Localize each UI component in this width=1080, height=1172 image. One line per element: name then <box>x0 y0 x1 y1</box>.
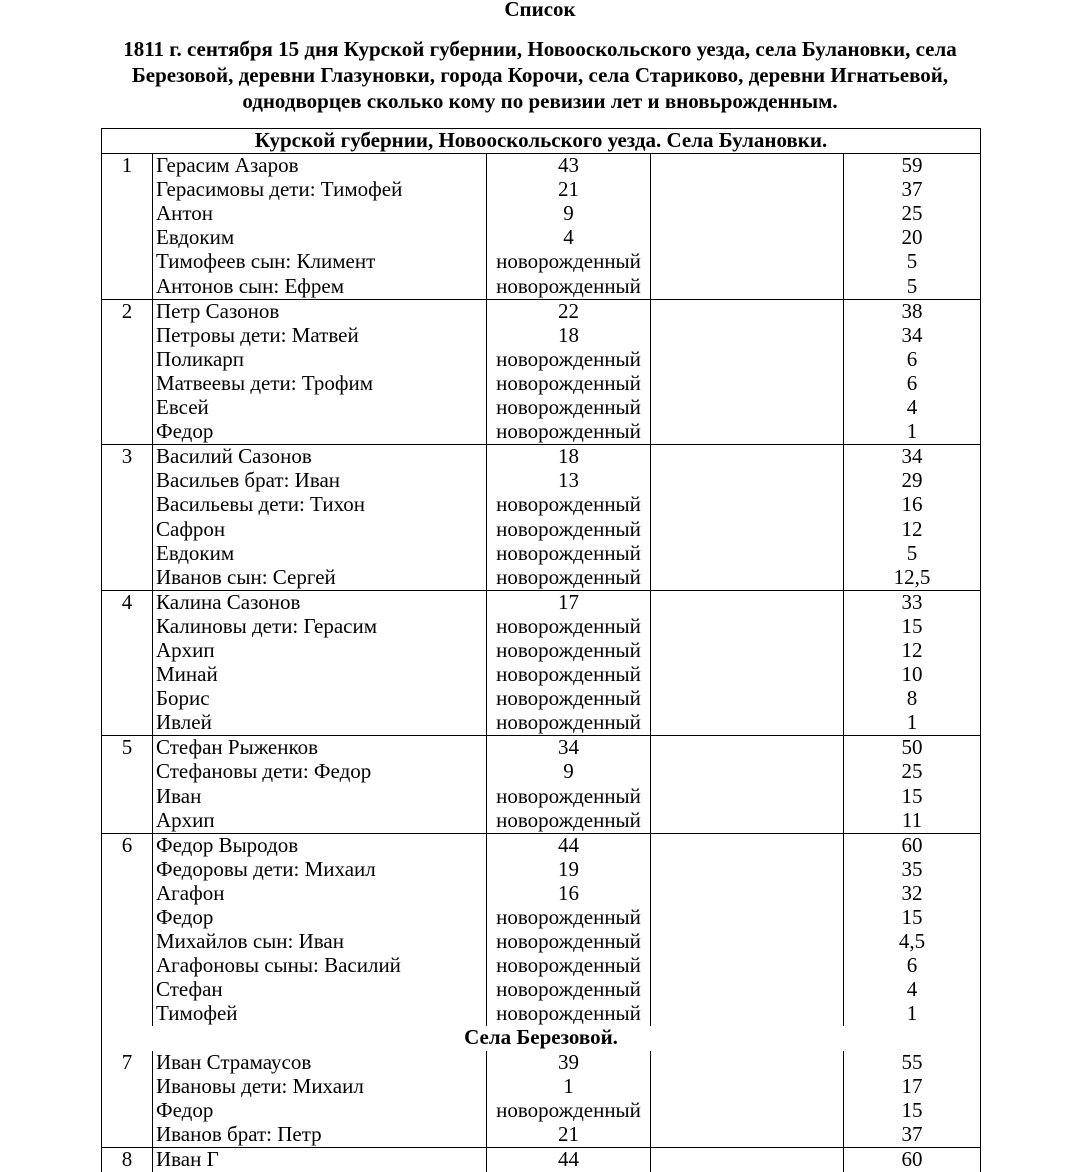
table-row <box>102 1147 981 1172</box>
family-number-cell <box>102 663 153 687</box>
empty-cell <box>651 1002 844 1026</box>
family-number-cell <box>102 542 153 566</box>
family-number-cell <box>102 687 153 711</box>
current-age-cell: 1 <box>844 420 981 445</box>
empty-cell <box>651 785 844 809</box>
empty-cell <box>651 420 844 445</box>
revision-age-cell: новорожденный <box>487 615 651 639</box>
family-number-cell <box>102 1002 153 1026</box>
person-name-cell: Петровы дети: Матвей <box>153 324 487 348</box>
person-name-cell: Васильевы дети: Тихон <box>153 493 487 517</box>
current-age-cell: 33 <box>844 590 981 615</box>
current-age-cell: 17 <box>844 1075 981 1099</box>
person-name-cell: Федор Выродов <box>153 833 487 858</box>
empty-cell <box>651 299 844 324</box>
revision-age-cell: 43 <box>487 154 651 179</box>
person-name-cell: Василий Сазонов <box>153 445 487 470</box>
current-age-cell: 16 <box>844 493 981 517</box>
person-name-cell: Калиновы дети: Герасим <box>153 615 487 639</box>
revision-age-cell: 21 <box>487 1123 651 1148</box>
table-row <box>102 785 981 809</box>
family-number-cell <box>102 954 153 978</box>
revision-age-cell: 21 <box>487 178 651 202</box>
table-row <box>102 687 981 711</box>
table-row <box>102 954 981 978</box>
current-age-cell: 15 <box>844 1099 981 1123</box>
current-age-cell: 11 <box>844 809 981 834</box>
table-row <box>102 615 981 639</box>
table-row <box>102 396 981 420</box>
family-number-cell <box>102 275 153 300</box>
current-age-cell: 10 <box>844 663 981 687</box>
person-name-cell: Федор <box>153 420 487 445</box>
document-title: Список <box>0 0 1080 21</box>
family-number-cell <box>102 566 153 591</box>
revision-age-cell: новорожденный <box>487 542 651 566</box>
family-number-cell <box>102 882 153 906</box>
revision-age-cell: новорожденный <box>487 1099 651 1123</box>
empty-cell <box>651 250 844 274</box>
table-row <box>102 833 981 858</box>
family-number-cell <box>102 469 153 493</box>
empty-cell <box>651 226 844 250</box>
empty-cell <box>651 954 844 978</box>
family-number-cell: 5 <box>102 736 153 761</box>
table-row <box>102 1123 981 1148</box>
revision-age-cell: новорожденный <box>487 906 651 930</box>
section-heading-row <box>102 1026 981 1050</box>
empty-cell <box>651 1123 844 1148</box>
current-age-cell: 6 <box>844 348 981 372</box>
current-age-cell: 60 <box>844 1147 981 1172</box>
person-name-cell: Петр Сазонов <box>153 299 487 324</box>
table-row <box>102 154 981 179</box>
family-number-cell <box>102 493 153 517</box>
current-age-cell: 25 <box>844 760 981 784</box>
table-row <box>102 663 981 687</box>
table-row <box>102 1002 981 1026</box>
person-name-cell: Архип <box>153 639 487 663</box>
table-row <box>102 882 981 906</box>
empty-cell <box>651 615 844 639</box>
empty-cell <box>651 809 844 834</box>
current-age-cell: 37 <box>844 178 981 202</box>
revision-age-cell: 16 <box>487 882 651 906</box>
person-name-cell: Тимофеев сын: Климент <box>153 250 487 274</box>
family-number-cell <box>102 348 153 372</box>
person-name-cell: Иван Г <box>153 1147 487 1172</box>
family-number-cell <box>102 930 153 954</box>
table-row <box>102 809 981 834</box>
person-name-cell: Стефановы дети: Федор <box>153 760 487 784</box>
person-name-cell: Федор <box>153 1099 487 1123</box>
empty-cell <box>651 1075 844 1099</box>
empty-cell <box>651 833 844 858</box>
empty-cell <box>651 882 844 906</box>
family-number-cell <box>102 711 153 736</box>
empty-cell <box>651 178 844 202</box>
person-name-cell: Антонов сын: Ефрем <box>153 275 487 300</box>
person-name-cell: Герасим Азаров <box>153 154 487 179</box>
revision-age-cell: 34 <box>487 736 651 761</box>
person-name-cell: Ивлей <box>153 711 487 736</box>
current-age-cell: 5 <box>844 542 981 566</box>
revision-age-cell: новорожденный <box>487 493 651 517</box>
person-name-cell: Калина Сазонов <box>153 590 487 615</box>
person-name-cell: Михайлов сын: Иван <box>153 930 487 954</box>
revision-age-cell: 9 <box>487 202 651 226</box>
empty-cell <box>651 930 844 954</box>
current-age-cell: 1 <box>844 711 981 736</box>
person-name-cell: Иван <box>153 785 487 809</box>
family-number-cell <box>102 324 153 348</box>
revision-age-cell: новорожденный <box>487 930 651 954</box>
current-age-cell: 15 <box>844 615 981 639</box>
table-row <box>102 324 981 348</box>
empty-cell <box>651 687 844 711</box>
person-name-cell: Стефан <box>153 978 487 1002</box>
table-row <box>102 348 981 372</box>
person-name-cell: Стефан Рыженков <box>153 736 487 761</box>
family-number-cell <box>102 420 153 445</box>
table-row <box>102 639 981 663</box>
table-row <box>102 226 981 250</box>
table-row <box>102 736 981 761</box>
table-row <box>102 542 981 566</box>
family-number-cell: 3 <box>102 445 153 470</box>
revision-age-cell: 1 <box>487 1075 651 1099</box>
family-number-cell: 4 <box>102 590 153 615</box>
table-row <box>102 858 981 882</box>
current-age-cell: 38 <box>844 299 981 324</box>
family-number-cell <box>102 1075 153 1099</box>
revision-age-cell: новорожденный <box>487 420 651 445</box>
revision-age-cell: новорожденный <box>487 954 651 978</box>
family-number-cell <box>102 760 153 784</box>
revision-age-cell: 17 <box>487 590 651 615</box>
table-row <box>102 978 981 1002</box>
current-age-cell: 55 <box>844 1051 981 1075</box>
table-row <box>102 250 981 274</box>
current-age-cell: 60 <box>844 833 981 858</box>
revision-age-cell: новорожденный <box>487 372 651 396</box>
person-name-cell: Иван Страмаусов <box>153 1051 487 1075</box>
current-age-cell: 12 <box>844 639 981 663</box>
current-age-cell: 15 <box>844 906 981 930</box>
revision-age-cell: 18 <box>487 445 651 470</box>
section-heading: Курской губернии, Новооскольского уезда. Села Булановки. <box>102 129 981 154</box>
revision-age-cell: 44 <box>487 1147 651 1172</box>
revision-age-cell: новорожденный <box>487 687 651 711</box>
person-name-cell: Борис <box>153 687 487 711</box>
empty-cell <box>651 372 844 396</box>
empty-cell <box>651 711 844 736</box>
person-name-cell: Минай <box>153 663 487 687</box>
empty-cell <box>651 639 844 663</box>
current-age-cell: 12 <box>844 518 981 542</box>
empty-cell <box>651 275 844 300</box>
revision-age-cell: 9 <box>487 760 651 784</box>
empty-cell <box>651 348 844 372</box>
empty-cell <box>651 590 844 615</box>
current-age-cell: 4 <box>844 978 981 1002</box>
empty-cell <box>651 518 844 542</box>
revision-age-cell: новорожденный <box>487 663 651 687</box>
current-age-cell: 50 <box>844 736 981 761</box>
revision-age-cell: новорожденный <box>487 250 651 274</box>
empty-cell <box>651 202 844 226</box>
table-row <box>102 930 981 954</box>
revision-age-cell: 18 <box>487 324 651 348</box>
revision-age-cell: новорожденный <box>487 566 651 591</box>
current-age-cell: 12,5 <box>844 566 981 591</box>
person-name-cell: Архип <box>153 809 487 834</box>
revision-age-cell: 4 <box>487 226 651 250</box>
revision-age-cell: новорожденный <box>487 978 651 1002</box>
family-number-cell <box>102 978 153 1002</box>
table-row <box>102 372 981 396</box>
family-number-cell <box>102 785 153 809</box>
table-row <box>102 1099 981 1123</box>
current-age-cell: 25 <box>844 202 981 226</box>
empty-cell <box>651 663 844 687</box>
empty-cell <box>651 469 844 493</box>
person-name-cell: Федор <box>153 906 487 930</box>
person-name-cell: Евдоким <box>153 542 487 566</box>
person-name-cell: Евсей <box>153 396 487 420</box>
person-name-cell: Агафон <box>153 882 487 906</box>
current-age-cell: 32 <box>844 882 981 906</box>
table-row <box>102 469 981 493</box>
person-name-cell: Иванов сын: Сергей <box>153 566 487 591</box>
family-number-cell <box>102 226 153 250</box>
person-name-cell: Сафрон <box>153 518 487 542</box>
family-number-cell <box>102 396 153 420</box>
person-name-cell: Антон <box>153 202 487 226</box>
person-name-cell: Федоровы дети: Михаил <box>153 858 487 882</box>
family-number-cell <box>102 639 153 663</box>
family-number-cell <box>102 1099 153 1123</box>
census-table-body <box>102 129 981 1172</box>
current-age-cell: 8 <box>844 687 981 711</box>
table-row <box>102 275 981 300</box>
family-number-cell <box>102 202 153 226</box>
table-row <box>102 178 981 202</box>
table-row <box>102 518 981 542</box>
current-age-cell: 59 <box>844 154 981 179</box>
revision-age-cell: новорожденный <box>487 639 651 663</box>
table-row <box>102 906 981 930</box>
revision-age-cell: новорожденный <box>487 711 651 736</box>
revision-age-cell: 19 <box>487 858 651 882</box>
family-number-cell <box>102 858 153 882</box>
current-age-cell: 20 <box>844 226 981 250</box>
section-heading-row <box>102 129 981 154</box>
empty-cell <box>651 736 844 761</box>
person-name-cell: Матвеевы дети: Трофим <box>153 372 487 396</box>
current-age-cell: 29 <box>844 469 981 493</box>
person-name-cell: Иванов брат: Петр <box>153 1123 487 1148</box>
person-name-cell: Поликарп <box>153 348 487 372</box>
revision-age-cell: новорожденный <box>487 348 651 372</box>
family-number-cell <box>102 1123 153 1148</box>
section-heading: Села Березовой. <box>102 1026 981 1050</box>
revision-age-cell: 44 <box>487 833 651 858</box>
table-row <box>102 711 981 736</box>
revision-age-cell: 39 <box>487 1051 651 1075</box>
revision-age-cell: новорожденный <box>487 1002 651 1026</box>
empty-cell <box>651 324 844 348</box>
empty-cell <box>651 154 844 179</box>
family-number-cell <box>102 809 153 834</box>
person-name-cell: Герасимовы дети: Тимофей <box>153 178 487 202</box>
current-age-cell: 4 <box>844 396 981 420</box>
table-row <box>102 1075 981 1099</box>
family-number-cell <box>102 906 153 930</box>
family-number-cell: 8 <box>102 1147 153 1172</box>
revision-age-cell: 22 <box>487 299 651 324</box>
empty-cell <box>651 1147 844 1172</box>
current-age-cell: 34 <box>844 445 981 470</box>
current-age-cell: 4,5 <box>844 930 981 954</box>
empty-cell <box>651 566 844 591</box>
revision-age-cell: новорожденный <box>487 785 651 809</box>
person-name-cell: Тимофей <box>153 1002 487 1026</box>
empty-cell <box>651 760 844 784</box>
empty-cell <box>651 858 844 882</box>
table-row <box>102 590 981 615</box>
table-row <box>102 566 981 591</box>
person-name-cell: Агафоновы сыны: Василий <box>153 954 487 978</box>
empty-cell <box>651 906 844 930</box>
revision-age-cell: новорожденный <box>487 809 651 834</box>
document-subtitle: 1811 г. сентября 15 дня Курской губернии, Новооскольского уезда, села Булановки, села Березовой, деревни Глазуновки, города Корочи, села Стариково, деревни Игнатьевой, однодворцев сколько кому по ревизии лет и вновьрожденным. <box>80 36 1000 114</box>
current-age-cell: 34 <box>844 324 981 348</box>
table-row <box>102 760 981 784</box>
person-name-cell: Евдоким <box>153 226 487 250</box>
current-age-cell: 37 <box>844 1123 981 1148</box>
current-age-cell: 35 <box>844 858 981 882</box>
family-number-cell <box>102 372 153 396</box>
current-age-cell: 6 <box>844 372 981 396</box>
table-row <box>102 1051 981 1075</box>
family-number-cell: 6 <box>102 833 153 858</box>
table-row <box>102 445 981 470</box>
current-age-cell: 15 <box>844 785 981 809</box>
family-number-cell <box>102 615 153 639</box>
table-row <box>102 202 981 226</box>
empty-cell <box>651 493 844 517</box>
family-number-cell <box>102 178 153 202</box>
family-number-cell: 7 <box>102 1051 153 1075</box>
empty-cell <box>651 445 844 470</box>
current-age-cell: 5 <box>844 275 981 300</box>
table-row <box>102 493 981 517</box>
family-number-cell <box>102 518 153 542</box>
family-number-cell: 2 <box>102 299 153 324</box>
empty-cell <box>651 396 844 420</box>
person-name-cell: Ивановы дети: Михаил <box>153 1075 487 1099</box>
person-name-cell: Васильев брат: Иван <box>153 469 487 493</box>
table-row <box>102 420 981 445</box>
current-age-cell: 1 <box>844 1002 981 1026</box>
empty-cell <box>651 542 844 566</box>
revision-age-cell: новорожденный <box>487 518 651 542</box>
empty-cell <box>651 1051 844 1075</box>
revision-age-cell: новорожденный <box>487 275 651 300</box>
current-age-cell: 5 <box>844 250 981 274</box>
empty-cell <box>651 1099 844 1123</box>
current-age-cell: 6 <box>844 954 981 978</box>
table-row <box>102 299 981 324</box>
family-number-cell: 1 <box>102 154 153 179</box>
empty-cell <box>651 978 844 1002</box>
family-number-cell <box>102 250 153 274</box>
revision-age-cell: 13 <box>487 469 651 493</box>
census-table <box>101 128 981 1172</box>
revision-age-cell: новорожденный <box>487 396 651 420</box>
